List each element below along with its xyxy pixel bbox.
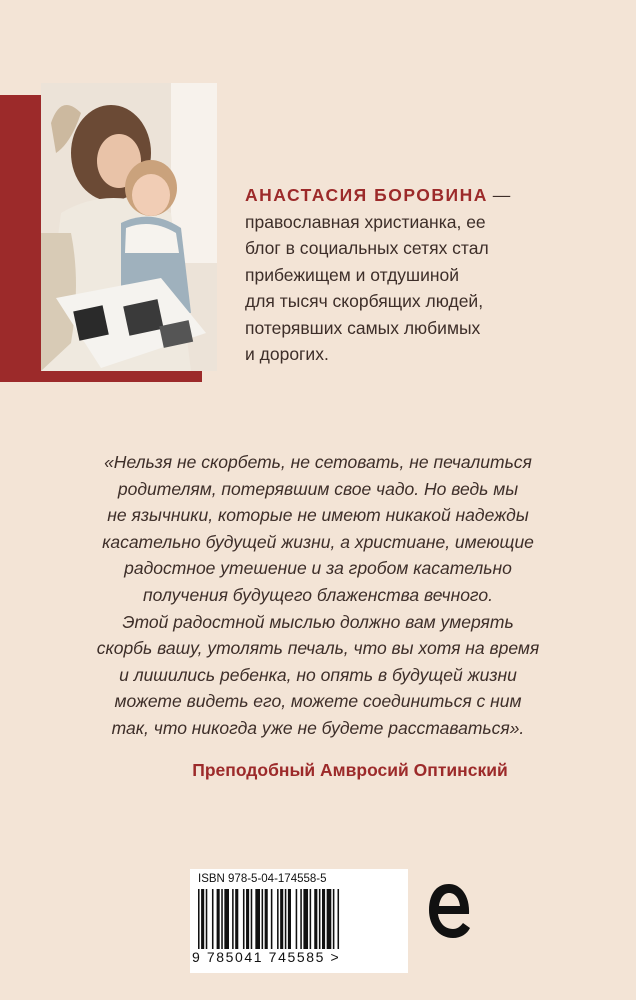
- author-name-dash: —: [487, 185, 511, 205]
- quote-line: Этой радостной мыслью должно вам умерять: [122, 611, 514, 632]
- quote-line: можете видеть его, можете соединиться с ним: [114, 691, 522, 712]
- author-bio-line: православная христианка, ее: [245, 211, 486, 232]
- quote-line: «Нельзя не скорбеть, не сетовать, не печалиться: [104, 452, 532, 472]
- eksmo-logo-icon: [425, 878, 473, 948]
- quote-line: родителям, потерявшим свое чадо. Но ведь мы: [117, 478, 519, 499]
- author-bio-line: для тысяч скорбящих людей,: [245, 291, 484, 311]
- quote-line: так, что никогда уже не будете расставаться».: [111, 717, 525, 738]
- quote-line: касательно будущей жизни, а христиане, имеющие: [102, 531, 534, 552]
- quote-line: не язычники, которые не имеют никакой надежды: [107, 505, 529, 526]
- barcode-icon: [198, 889, 398, 951]
- isbn-label: ISBN 978-5-04-174558-5: [198, 873, 327, 885]
- author-bio-line: прибежищем и отдушиной: [245, 264, 460, 285]
- quote-attribution: Преподобный Амвросий Оптинский: [192, 760, 508, 780]
- author-bio-line: потерявших самых любимых: [245, 317, 481, 338]
- author-bio-line: и дорогих.: [245, 344, 329, 364]
- quote-line: радостное утешение и за гробом касательно: [124, 558, 512, 579]
- author-bio-line: блог в социальных сетях стал: [245, 238, 489, 258]
- barcode-panel: [190, 869, 408, 973]
- author-bio: [245, 182, 615, 368]
- quote-line: скорбь вашу, утолять печаль, что вы хотя на время: [96, 638, 540, 659]
- author-photo-illustration: [41, 83, 217, 371]
- author-bio-heading: [245, 182, 615, 209]
- quote-block: [30, 449, 606, 742]
- author-name: АНАСТАСИЯ БОРОВИНА: [245, 185, 488, 205]
- barcode-digits: 9 785041 745585 >: [192, 949, 341, 965]
- author-photo: [41, 83, 217, 371]
- quote-line: и лишились ребенка, но опять в будущей жизни: [119, 664, 517, 685]
- quote-line: получения будущего блаженства вечного.: [143, 584, 493, 605]
